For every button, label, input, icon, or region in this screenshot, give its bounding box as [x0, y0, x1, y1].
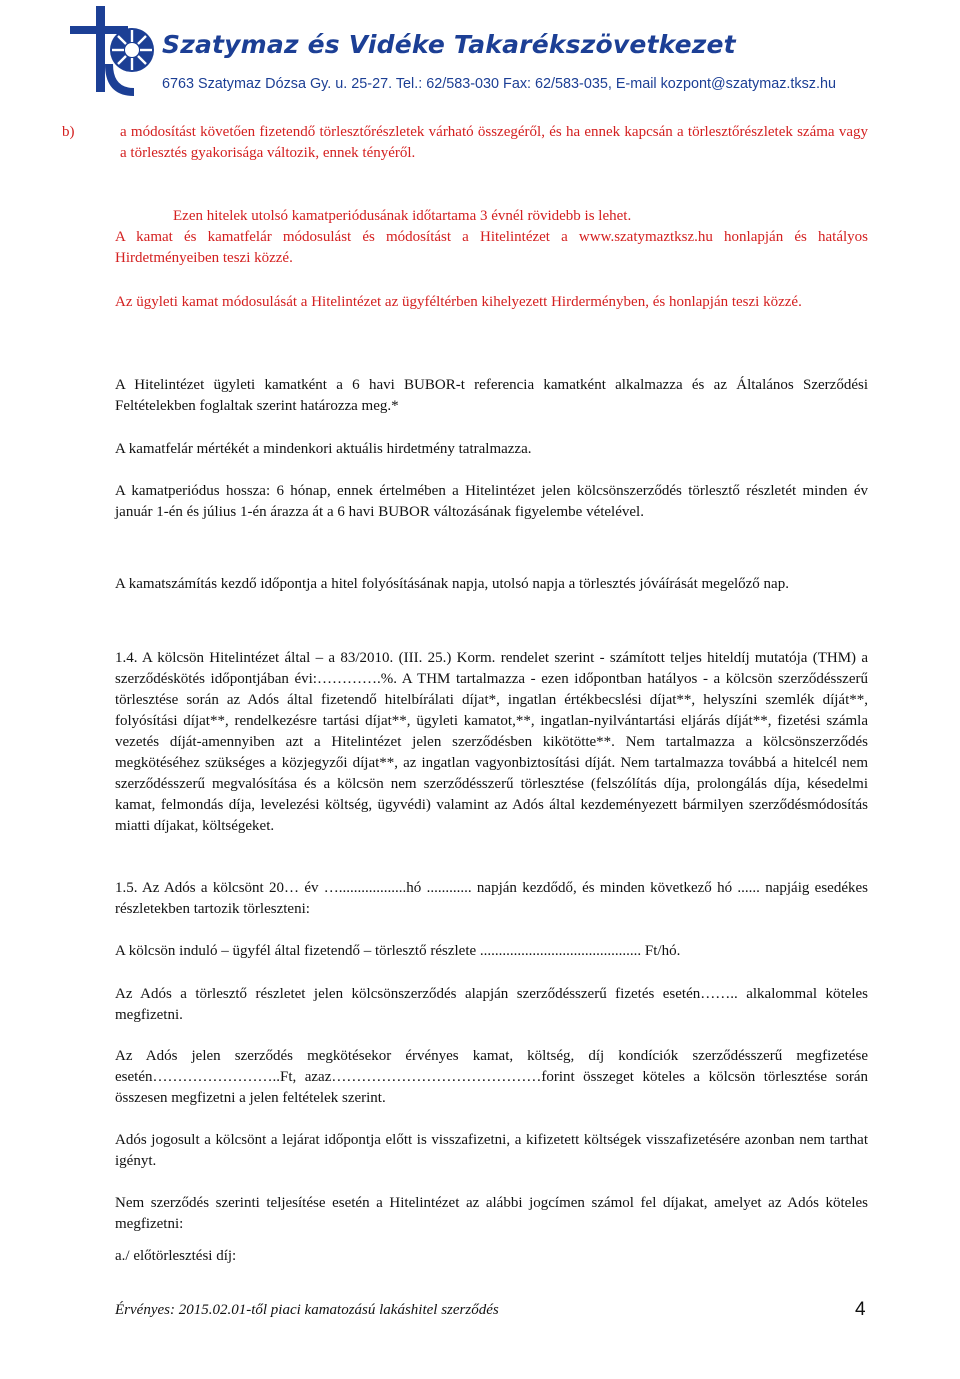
paragraph-early-repayment: Adós jogosult a kölcsönt a lejárat időpontja előtt is visszafizetni, a kifizetett költségek visszafizetésére azonban nem tarthat igényt.: [115, 1132, 868, 1169]
paragraph-total-amount: Az Adós jelen szerződés megkötésekor érvényes kamat, költség, díj kondíciók szerződésszerű megfizetése esetén……………………..Ft, azaz……………………………………forint összeget köteles a kölcsön törlesztése során összesen megfizetni a jelen feltételek szerint.: [115, 1048, 868, 1106]
paragraph-installment-count: Az Adós a törlesztő részletet jelen kölcsönszerződés alapján szerződésszerű fizetés esetén…….. alkalommal köteles megfizetni.: [115, 986, 868, 1023]
organization-name: Szatymaz és Vidéke Takarékszövetkezet: [162, 30, 736, 59]
red-paragraph-1b: A kamat és kamatfelár módosulást és módosítást a Hitelintézet a www.szatymaztksz.hu honlapján és hatályos Hirdetményeiben teszi közzé.: [115, 229, 868, 266]
list-marker: b): [62, 124, 75, 140]
paragraph-interest-start: A kamatszámítás kezdő időpontja a hitel folyósításának napja, utolsó napja a törlesztés jóváírását megelőző nap.: [115, 576, 789, 592]
paragraph-margin: A kamatfelár mértékét a mindenkori aktuális hirdetmény tatralmazza.: [115, 441, 532, 457]
paragraph-installment: A kölcsön induló – ügyfél által fizetendő – törlesztő részlete ........................................... Ft/hó.: [115, 943, 681, 959]
paragraph-interest-period: A kamatperiódus hossza: 6 hónap, ennek értelmében a Hitelintézet jelen kölcsönszerződés törlesztő részletét minden év január 1-én és július 1-én árazza át a 6 havi BUBOR változásának figyelembe vételével.: [115, 483, 868, 520]
footer-validity: Érvényes: 2015.02.01-től piaci kamatozású lakáshitel szerződés: [115, 1302, 499, 1318]
letterhead: [0, 0, 960, 110]
cross-wheel-logo-icon: [64, 4, 160, 104]
organization-address: 6763 Szatymaz Dózsa Gy. u. 25-27. Tel.: 62/583-030 Fax: 62/583-035, E-mail kozpont@szatymaz.tksz.hu: [162, 76, 836, 92]
paragraph-repayment-schedule: 1.5. Az Adós a kölcsönt 20… év …..................hó ............ napján kezdődő, és minden következő hó ...... napjáig esedékes részletekben tartozik törleszteni:: [115, 880, 868, 917]
red-paragraph-1a: Ezen hitelek utolsó kamatperiódusának időtartama 3 évnél rövidebb is lehet.: [173, 208, 632, 224]
red-paragraph-2: Az ügyleti kamat módosulását a Hitelintézet az ügyféltérben kihelyezett Hirderményben, és honlapján teszi közzé.: [115, 294, 802, 310]
paragraph-prepayment-fee: a./ előtörlesztési díj:: [115, 1248, 237, 1264]
paragraph-thm: 1.4. A kölcsön Hitelintézet által – a 83/2010. (III. 25.) Korm. rendelet szerint - számított teljes hiteldíj mutatója (THM) a szerződéskötés időpontjában évi:………….%. A THM tartalmazza - ezen időpontban hatályos - a kölcsön szerződésszerű törlesztése során az Adós által fizetendő hitelbírálati díjat*, ingatlan értékbecslési díjat**, helyszíni szemlék díját**, folyósítási díjat**, rendelkezésre tartási díjat**, ügyleti kamatot,**, ingatlan-nyilvántartási eljárás díját**, fizetési számla vezetés díját-amennyiben azt a Hitelintézet jelen szerződésben kikötötte**. Nem tartalmazza a kölcsönszerződés megkötéséhez szükséges a közjegyzői díjat**, az ingatlan vagyonbiztosítási díját. Nem tartalmazza továbbá a hitelcél nem szerződésszerű megvalósítása és a kölcsön nem szerződésszerű törlesztése (felszólítás díja, prolongálás díja, késedelmi kamat, felmondás díja, levelezési költség, ügyvédi) valamint az Adós által kezdeményezett bármilyen szerződésmódosítás miatti díjakat, költségeket.: [115, 650, 868, 834]
paragraph-reference-rate: A Hitelintézet ügyleti kamatként a 6 havi BUBOR-t referencia kamatként alkalmazza és az Általános Szerződési Feltételekben foglaltak szerint határozza meg.*: [115, 377, 868, 414]
page-number: 4: [855, 1299, 866, 1320]
paragraph-fees-intro: Nem szerződés szerinti teljesítése esetén a Hitelintézet az alábbi jogcímen számol fel díjakat, amelyet az Adós köteles megfizetni:: [115, 1195, 868, 1232]
list-item-text: a módosítást követően fizetendő törlesztőrészletek várható összegéről, és ha ennek kapcsán a törlesztőrészletek száma vagy a törlesztés gyakorisága változik, ennek tényéről.: [120, 124, 868, 161]
